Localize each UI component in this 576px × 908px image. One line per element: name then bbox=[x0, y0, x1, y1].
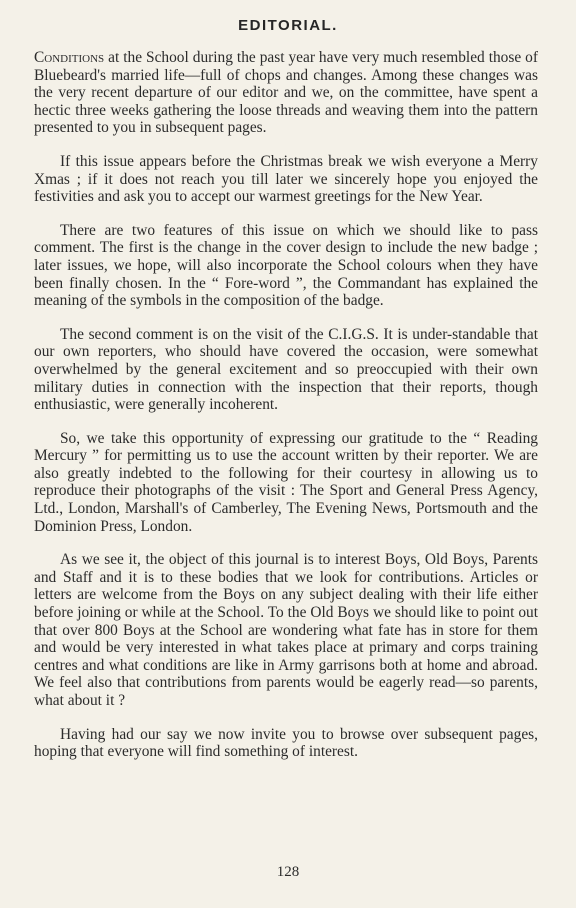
paragraph-3: There are two features of this issue on which we should like to pass comment. The first is the change in the cover design to include the new badge ; later issues, we hope, will also incorporate the School colours when they have been finally chosen. In the “ Fore-word ”, the Commandant has explained the meaning of the symbols in the composition of the badge. bbox=[34, 221, 538, 310]
editorial-body bbox=[34, 49, 538, 777]
page-number: 128 bbox=[276, 864, 300, 880]
paragraph-1 bbox=[34, 49, 538, 137]
paragraph-6: As we see it, the object of this journal is to interest Boys, Old Boys, Parents and Staff and it is to these bodies that we look for contributions. Articles or letters are welcome from the Boys on any subject dealing with their life either before joining or while at the School. To the Old Boys we should like to point out that over 800 Boys at the School are wondering what fate has in store for them and would be very interested in what takes place at primary and corps training centres and what conditions are like in Army garrisons both at home and abroad. We feel also that contributions from parents would be eagerly read—so parents, what about it ? bbox=[34, 551, 538, 709]
paragraph-4: The second comment is on the visit of the C.I.G.S. It is under-standable that our own reporters, who should have covered the occasion, were somewhat overwhelmed by the general excitement and so preoccupied with their own military duties in connection with the inspection that their reports, though enthusiastic, were generally incoherent. bbox=[34, 325, 538, 414]
page-title: EDITORIAL. bbox=[238, 17, 338, 34]
paragraph-5: So, we take this opportunity of expressing our gratitude to the “ Reading Mercury ” for permitting us to use the account written by their reporter. We are also greatly indebted to the following for their courtesy in allowing us to reproduce their photographs of the visit : The Sport and General Press Agency, Ltd., London, Marshall's of Camberley, The Evening News, Portsmouth and the Dominion Press, London. bbox=[34, 429, 538, 535]
paragraph-7: Having had our say we now invite you to browse over subsequent pages, hoping that everyone will find something of interest. bbox=[34, 725, 538, 761]
paragraph-2: If this issue appears before the Christmas break we wish everyone a Merry Xmas ; if it does not reach you till later we sincerely hope you enjoyed the festivities and ask you to accept our warmest greetings for the New Year. bbox=[34, 152, 538, 206]
lead-word: Conditions bbox=[34, 49, 105, 66]
paragraph-text: at the School during the past year have very much resembled those of Bluebeard's married life—full of chops and changes. Among these changes was the very recent departure of our editor and we, on the committee, have spent a hectic three weeks gathering the loose threads and weaving them into the pattern presented to you in subsequent pages. bbox=[34, 49, 538, 137]
